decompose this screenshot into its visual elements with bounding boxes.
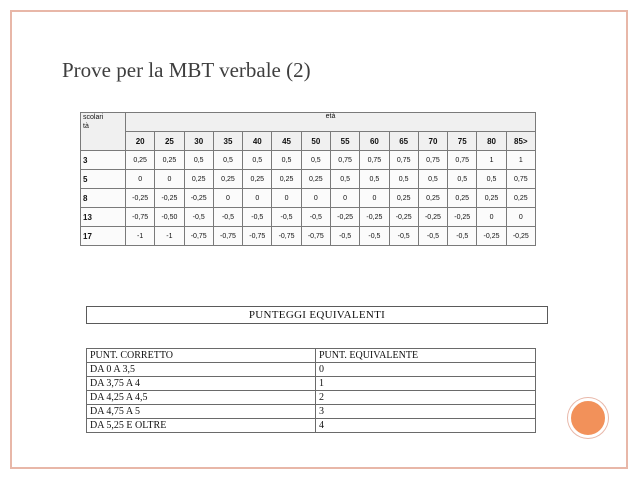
table-cell: 0	[272, 189, 301, 208]
table-cell: 0,25	[272, 170, 301, 189]
table-cell: 0,75	[330, 151, 359, 170]
table-cell: -0,5	[389, 227, 418, 246]
table-cell: 0,5	[243, 151, 272, 170]
table-cell: 0,25	[477, 189, 506, 208]
table-cell: 0,25	[243, 170, 272, 189]
table-cell: -0,75	[184, 227, 213, 246]
table-header-row-top	[81, 113, 536, 132]
table-cell: 0,5	[330, 170, 359, 189]
age-cell: 20	[126, 132, 155, 151]
corner-label-line1: scolari	[83, 114, 104, 121]
table-cell: 1	[477, 151, 506, 170]
age-correction-table	[80, 112, 536, 246]
age-cell: 55	[330, 132, 359, 151]
row-label: 5	[81, 170, 126, 189]
table-cell: 0,5	[418, 170, 447, 189]
table-cell: 0,75	[418, 151, 447, 170]
table-cell: -0,5	[448, 227, 477, 246]
age-cell: 25	[155, 132, 184, 151]
table-cell: -0,5	[418, 227, 447, 246]
equivalent-scores-body	[87, 349, 536, 433]
table-cell: 0,75	[389, 151, 418, 170]
age-cell: 60	[360, 132, 389, 151]
table-row	[81, 189, 536, 208]
table-cell: 0	[360, 189, 389, 208]
table-row	[87, 405, 536, 419]
table-cell: 0,5	[360, 170, 389, 189]
table-cell: 0,75	[448, 151, 477, 170]
table-cell: -1	[126, 227, 155, 246]
age-cell: 75	[448, 132, 477, 151]
age-cell: 70	[418, 132, 447, 151]
table-cell: 0,5	[272, 151, 301, 170]
table-cell: 0,25	[418, 189, 447, 208]
table-cell: 0	[155, 170, 184, 189]
table-cell: -0,50	[155, 208, 184, 227]
table-cell: DA 4,75 A 5	[87, 405, 316, 419]
age-cell: 50	[301, 132, 330, 151]
table-cell: 0	[301, 189, 330, 208]
table-header-row-ages	[81, 132, 536, 151]
row-label: 8	[81, 189, 126, 208]
table-cell: DA 3,75 A 4	[87, 377, 316, 391]
table-cell: 0,25	[448, 189, 477, 208]
table-cell: -0,25	[184, 189, 213, 208]
table-header-row	[87, 349, 536, 363]
table-cell: DA 4,25 A 4,5	[87, 391, 316, 405]
age-cell: 35	[213, 132, 242, 151]
table-cell: 0,75	[360, 151, 389, 170]
equivalent-scores-table	[86, 348, 536, 433]
table-cell: -0,25	[477, 227, 506, 246]
row-label: 13	[81, 208, 126, 227]
age-cell: 65	[389, 132, 418, 151]
corner-label	[81, 113, 126, 151]
table-cell: -0,25	[360, 208, 389, 227]
table-cell: 0	[506, 208, 535, 227]
table-cell: DA 0 A 3,5	[87, 363, 316, 377]
accent-circle	[568, 398, 608, 438]
table-cell: 2	[316, 391, 536, 405]
table-cell: -0,25	[418, 208, 447, 227]
table-cell: -0,25	[389, 208, 418, 227]
table-cell: DA 5,25 E OLTRE	[87, 419, 316, 433]
table-cell: -0,75	[272, 227, 301, 246]
age-correction-body	[81, 151, 536, 246]
table-cell: -0,75	[126, 208, 155, 227]
table-cell: -0,5	[213, 208, 242, 227]
table-cell: 0	[126, 170, 155, 189]
table-row	[81, 208, 536, 227]
table-cell: 0,25	[184, 170, 213, 189]
table-cell: -0,25	[155, 189, 184, 208]
table-cell: -0,5	[184, 208, 213, 227]
table-cell: 0,25	[389, 189, 418, 208]
age-cell: 40	[243, 132, 272, 151]
age-header: età	[126, 113, 536, 132]
slide-title: Prove per la MBT verbale (2)	[62, 58, 311, 82]
table-cell: 0,75	[506, 170, 535, 189]
table-cell: -0,25	[506, 227, 535, 246]
table-row	[87, 419, 536, 433]
table-cell: -0,5	[272, 208, 301, 227]
table-cell: 1	[506, 151, 535, 170]
table-cell: 1	[316, 377, 536, 391]
table-cell: 0,25	[301, 170, 330, 189]
table-cell: 0,25	[155, 151, 184, 170]
table-cell: 4	[316, 419, 536, 433]
table-cell: 0,25	[506, 189, 535, 208]
corner-label-line2: tà	[83, 123, 89, 130]
column-header: PUNT. EQUIVALENTE	[316, 349, 536, 363]
table-row	[81, 170, 536, 189]
table-cell: 0	[316, 363, 536, 377]
table-row	[81, 151, 536, 170]
table-cell: 0,5	[448, 170, 477, 189]
table-cell: 0	[243, 189, 272, 208]
table-cell: 0,5	[184, 151, 213, 170]
row-label: 3	[81, 151, 126, 170]
table-cell: 0,5	[301, 151, 330, 170]
table-cell: 0,25	[126, 151, 155, 170]
table-row	[81, 227, 536, 246]
table-cell: 0,5	[389, 170, 418, 189]
equivalent-scores-banner: PUNTEGGI EQUIVALENTI	[86, 306, 548, 324]
table-cell: 0	[477, 208, 506, 227]
age-cell: 45	[272, 132, 301, 151]
table-cell: -0,75	[213, 227, 242, 246]
table-cell: 0,5	[477, 170, 506, 189]
table-cell: 0,25	[213, 170, 242, 189]
age-cell: 30	[184, 132, 213, 151]
table-cell: -0,25	[448, 208, 477, 227]
table-cell: -0,5	[301, 208, 330, 227]
table-cell: 3	[316, 405, 536, 419]
age-cell: 85>	[506, 132, 535, 151]
table-cell: -0,5	[243, 208, 272, 227]
table-cell: -0,25	[126, 189, 155, 208]
table-row	[87, 377, 536, 391]
table-cell: -0,5	[360, 227, 389, 246]
table-cell: 0	[213, 189, 242, 208]
table-cell: -1	[155, 227, 184, 246]
column-header: PUNT. CORRETTO	[87, 349, 316, 363]
age-cell: 80	[477, 132, 506, 151]
table-cell: -0,75	[243, 227, 272, 246]
row-label: 17	[81, 227, 126, 246]
table-cell: -0,25	[330, 208, 359, 227]
table-row	[87, 391, 536, 405]
table-cell: 0,5	[213, 151, 242, 170]
table-cell: 0	[330, 189, 359, 208]
table-row	[87, 363, 536, 377]
table-cell: -0,5	[330, 227, 359, 246]
table-cell: -0,75	[301, 227, 330, 246]
